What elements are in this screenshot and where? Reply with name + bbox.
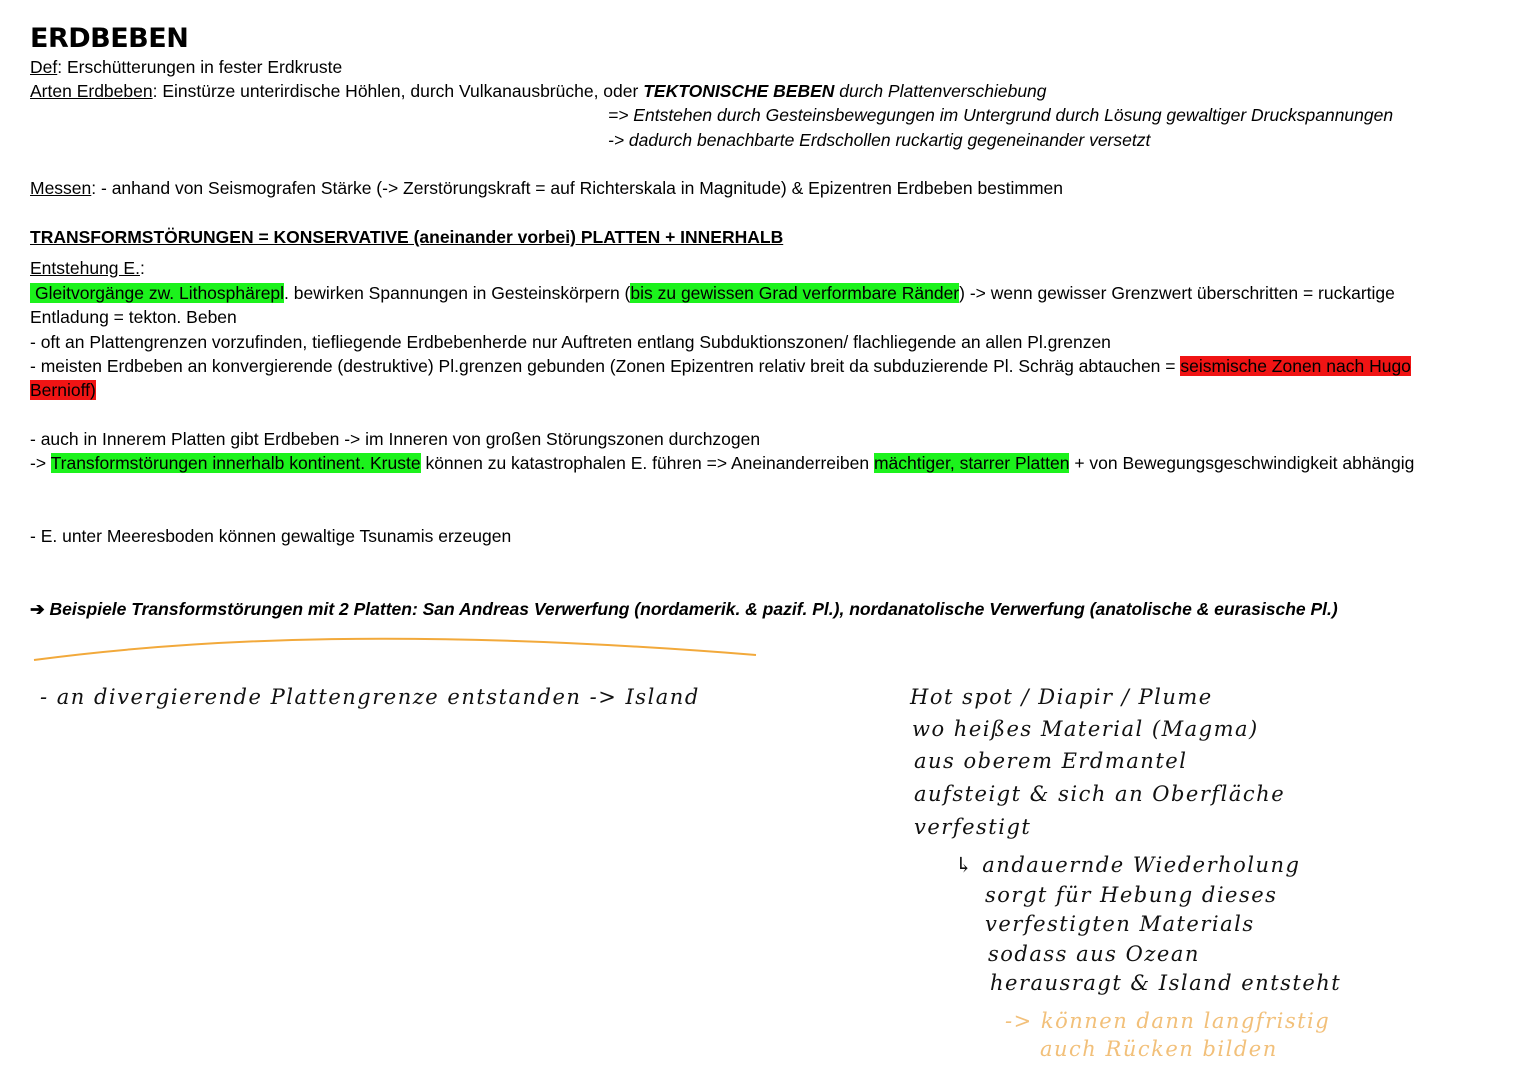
messen-line (30, 177, 1063, 199)
arten-sub-1: => Entstehen durch Gesteinsbewegungen im Untergrund durch Lösung gewaltiger Druckspannungen (608, 105, 1394, 125)
entstehung-line-5 (30, 379, 96, 401)
handwriting-sub-3: verfestigten Materials (985, 912, 1255, 936)
innen-line-1: - auch in Innerem Platten gibt Erdbeben -> im Inneren von großen Störungszonen durchzogen (30, 429, 761, 449)
innen-line-2 (30, 452, 1414, 474)
arrow-icon: ➔ (30, 599, 45, 619)
handwriting-sub-2: sorgt für Hebung dieses (985, 883, 1278, 907)
innen-l2-b: können zu katastrophalen E. führen => Aneinanderreiben (420, 453, 874, 473)
beispiele-line (30, 598, 1338, 620)
handwriting-orange-2: auch Rücken bilden (1040, 1037, 1278, 1061)
innen-l2-a: -> (30, 453, 51, 473)
def-label: Def (30, 57, 58, 77)
highlight-seismische-zonen: seismische Zonen nach Hugo (1180, 356, 1411, 376)
highlight-transformstoerungen: Transformstörungen innerhalb kontinent. Kruste (50, 453, 421, 473)
handwriting-right-2: wo heißes Material (Magma) (912, 717, 1259, 741)
handwriting-right-3: aus oberem Erdmantel (914, 749, 1188, 773)
entstehung-line-2: Entladung = tekton. Beben (30, 307, 237, 327)
handwriting-sub-4: sodass aus Ozean (988, 942, 1200, 966)
arten-text-a: : Einstürze unterirdische Höhlen, durch Vulkanausbrüche, oder (152, 81, 644, 101)
innen-l2-c: + von Bewegungsgeschwindigkeit abhängig (1069, 453, 1415, 473)
handwriting-right-5: verfestigt (914, 815, 1032, 839)
entstehung-l4-a: - meisten Erdbeben an konvergierende (destruktive) Pl.grenzen gebunden (Zonen Epizentren relativ breit da subduzierende Pl. Schräg abtauchen = (30, 356, 1181, 376)
beispiele-text: Beispiele Transformstörungen mit 2 Platten: San Andreas Verwerfung (nordamerik. & pazif. Pl.), nordanatolische Verwerfung (anatolische & eurasische Pl.) (49, 599, 1338, 619)
arten-text-b: durch Plattenverschiebung (834, 81, 1047, 101)
highlight-gleitvorgaenge: Gleitvorgänge zw. Lithosphärepl (30, 283, 284, 303)
entstehung-line-1 (30, 282, 1395, 304)
def-line (30, 56, 342, 78)
entstehung-label-line (30, 257, 145, 279)
highlight-starre-platten: mächtiger, starrer Platten (873, 453, 1070, 473)
entstehung-label: Entstehung E. (30, 258, 140, 278)
entstehung-l1-b: ) -> wenn gewisser Grenzwert überschritten = ruckartige (959, 283, 1395, 303)
highlight-raender: bis zu gewissen Grad verformbare Ränder (630, 283, 960, 303)
entstehung-colon: : (139, 258, 145, 278)
entstehung-line-3: - oft an Plattengrenzen vorzufinden, tiefliegende Erdbebenherde nur Auftreten entlang Subduktionszonen/ flachliegende an allen Pl.grenzen (30, 332, 1111, 352)
handwriting-right-4: aufsteigt & sich an Oberfläche (914, 782, 1286, 806)
handwriting-sub-5: herausragt & Island entsteht (990, 971, 1342, 995)
handwriting-right-1: Hot spot / Diapir / Plume (910, 685, 1213, 709)
handwriting-orange-1: -> können dann langfristig (1005, 1009, 1331, 1033)
arten-label: Arten Erdbeben (30, 81, 153, 101)
messen-label: Messen (30, 178, 92, 198)
highlight-bernioff: Bernioff) (30, 380, 96, 400)
arten-bold: TEKTONISCHE BEBEN (643, 81, 835, 101)
entstehung-l1-a: . bewirken Spannungen in Gesteinskörpern ( (284, 283, 631, 303)
handwriting-left: - an divergierende Plattengrenze entstanden -> Island (40, 685, 700, 709)
messen-text: : - anhand von Seismografen Stärke (-> Zerstörungskraft = auf Richterskala in Magnitude) & Epizentren Erdbeben bestimmen (91, 178, 1064, 198)
page-title: ERDBEBEN (30, 23, 189, 54)
arten-sub-2: -> dadurch benachbarte Erdschollen ruckartig gegeneinander versetzt (608, 130, 1151, 150)
tsunami-line: - E. unter Meeresboden können gewaltige Tsunamis erzeugen (30, 526, 512, 546)
def-text: : Erschütterungen in fester Erdkruste (57, 57, 343, 77)
entstehung-line-4 (30, 355, 1411, 377)
arten-line (30, 80, 1047, 102)
section-heading: TRANSFORMSTÖRUNGEN = KONSERVATIVE (aneinander vorbei) PLATTEN + INNERHALB (30, 227, 784, 247)
handwriting-sub-1: ↳ andauernde Wiederholung (955, 853, 1301, 877)
